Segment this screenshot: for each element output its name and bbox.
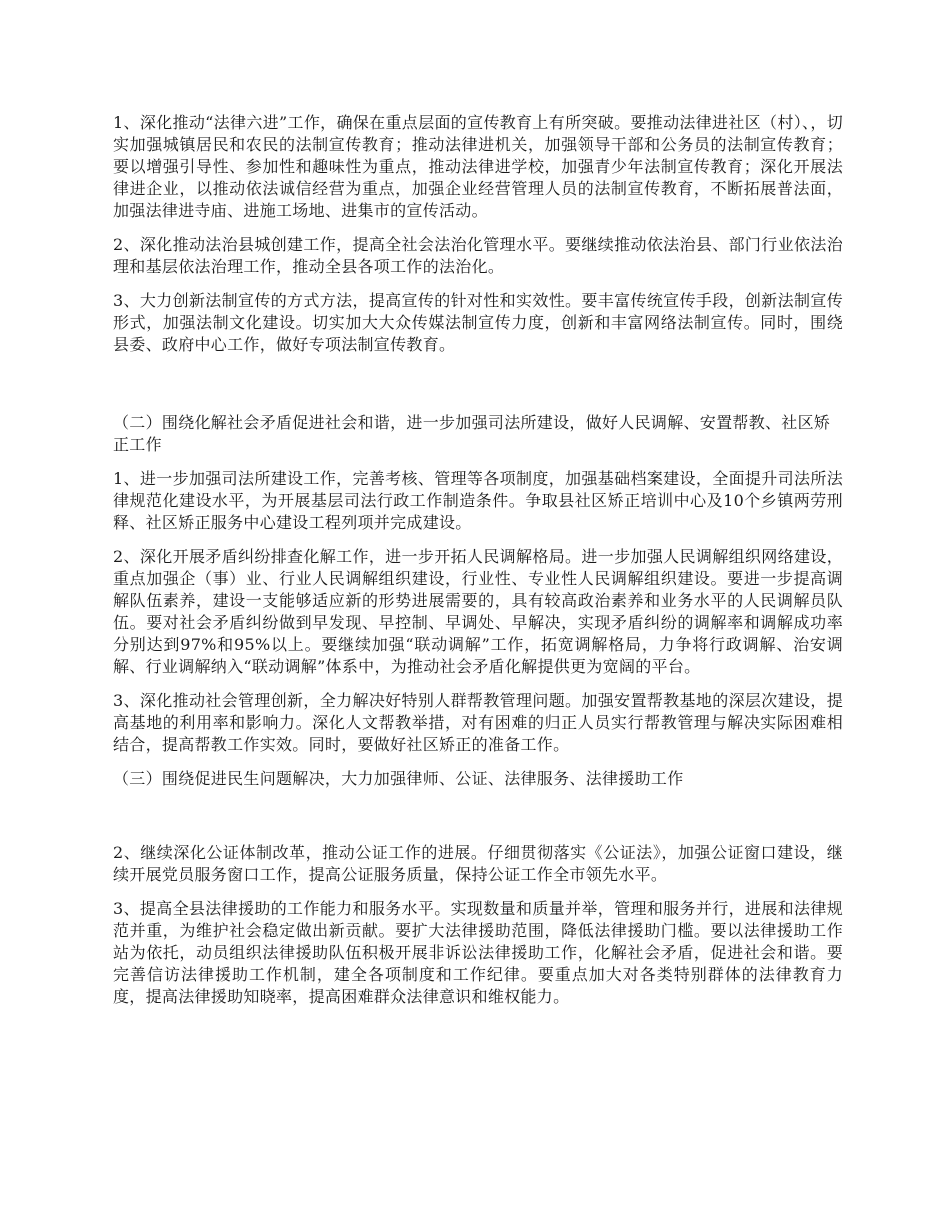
section-heading-3: （三）围绕促进民生问题解决，大力加强律师、公证、法律服务、法律援助工作 <box>113 769 684 788</box>
section-spacer <box>113 802 843 842</box>
section-spacer <box>113 368 843 412</box>
paragraph-1-3: 3、大力创新法制宣传的方式方法，提高宣传的针对性和实效性。要丰富传统宣传手段，创新法制宣传形式，加强法制文化建设。切实加大大众传媒法制宣传力度，创新和丰富网络法制宣传。同时，围绕县委、政府中心工作，做好专项法制宣传教育。 <box>113 291 843 354</box>
paragraph-2-2: 2、深化开展矛盾纠纷排查化解工作，进一步开拓人民调解格局。进一步加强人民调解组织网络建设，重点加强企（事）业、行业人民调解组织建设，行业性、专业性人民调解组织建设。要进一步提高调解队伍素养，建设一支能够适应新的形势进展需要的，具有较高政治素养和业务水平的人民调解员队伍。要对社会矛盾纠纷做到早发现、早控制、早调处、早解决，实现矛盾纠纷的调解率和调解成功率分别达到97%和95%以上。要继续加强“联动调解”工作，拓宽调解格局，力争将行政调解、治安调解、行业调解纳入“联动调解”体系中，为推动社会矛盾化解提供更为宽阔的平台。 <box>113 547 843 676</box>
paragraph-3-2: 2、继续深化公证体制改革，推动公证工作的进展。仔细贯彻落实《公证法》，加强公证窗口建设，继续开展党员服务窗口工作，提高公证服务质量，保持公证工作全市领先水平。 <box>113 843 843 884</box>
paragraph-2-1: 1、进一步加强司法所建设工作，完善考核、管理等各项制度，加强基础档案建设，全面提升司法所法律规范化建设水平，为开展基层司法行政工作制造条件。争取县社区矫正培训中心及10个乡镇两劳刑释、社区矫正服务中心建设工程列项并完成建设。 <box>113 469 843 532</box>
document-body <box>113 112 843 1020</box>
paragraph-3-3: 3、提高全县法律援助的工作能力和服务水平。实现数量和质量并举，管理和服务并行，进展和法律规范并重，为维护社会稳定做出新贡献。要扩大法律援助范围，降低法律援助门槛。要以法律援助工作站为依托，动员组织法律援助队伍积极开展非诉讼法律援助工作，化解社会矛盾，促进社会和谐。要完善信访法律援助工作机制，建全各项制度和工作纪律。要重点加大对各类特别群体的法律教育力度，提高法律援助知晓率，提高困难群众法律意识和维权能力。 <box>113 899 843 1006</box>
paragraph-1-2: 2、深化推动法治县城创建工作，提高全社会法治化管理水平。要继续推动依法治县、部门行业依法治理和基层依法治理工作，推动全县各项工作的法治化。 <box>113 235 843 276</box>
section-heading-2: （二）围绕化解社会矛盾促进社会和谐，进一步加强司法所建设，做好人民调解、安置帮教、社区矫正工作 <box>113 413 831 454</box>
paragraph-1-1: 1、深化推动“法律六进”工作，确保在重点层面的宣传教育上有所突破。要推动法律进社区（村）、，切实加强城镇居民和农民的法制宣传教育；推动法律进机关，加强领导干部和公务员的法制宣传教育；要以增强引导性、参加性和趣味性为重点，推动法律进学校，加强青少年法制宣传教育；深化开展法律进企业，以推动依法诚信经营为重点，加强企业经营管理人员的法制宣传教育，不断拓展普法面，加强法律进寺庙、进施工场地、进集市的宣传活动。 <box>113 113 843 220</box>
paragraph-2-3: 3、深化推动社会管理创新，全力解决好特别人群帮教管理问题。加强安置帮教基地的深层次建设，提高基地的利用率和影响力。深化人文帮教举措，对有困难的归正人员实行帮教管理与解决实际困难相结合，提高帮教工作实效。同时，要做好社区矫正的准备工作。 <box>113 691 843 754</box>
